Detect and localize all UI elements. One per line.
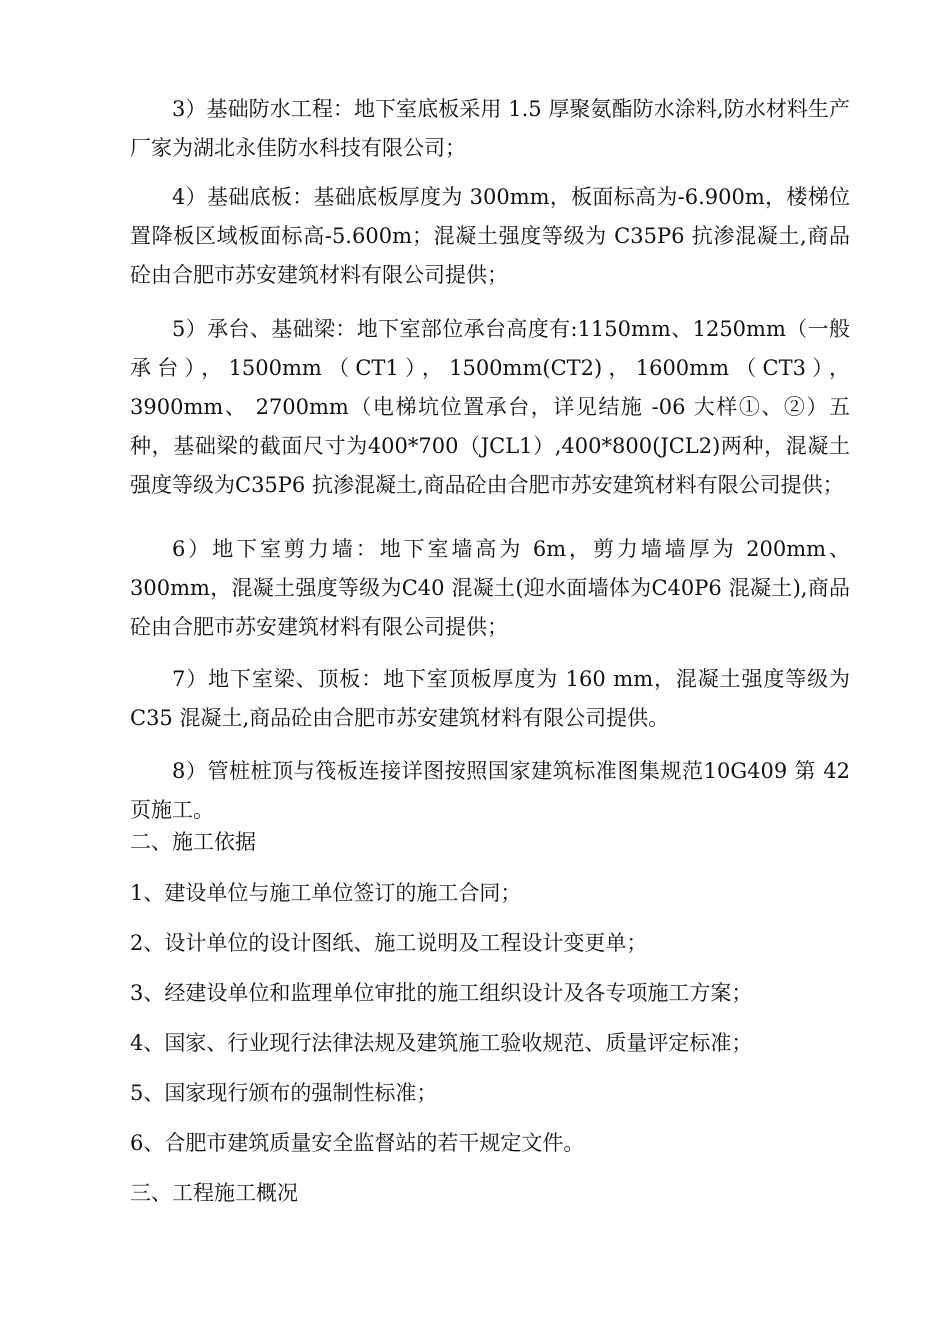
section-heading-construction-overview: 三、工程施工概况 [130, 1181, 298, 1205]
list-item: 2、设计单位的设计图纸、施工说明及工程设计变更单； [130, 931, 648, 955]
paragraph-foundation-slab: 4）基础底板：基础底板厚度为 300mm，板面标高为-6.900m，楼梯位置降板区域板面标高-5.600m；混凝土强度等级为 C35P6 抗渗混凝土,商品砼由合肥市苏安建筑材料有限公司提供； [130, 185, 850, 287]
list-item: 5、国家现行颁布的强制性标准； [130, 1081, 438, 1105]
paragraph-shear-wall: 6）地下室剪力墙：地下室墙高为 6m，剪力墙墙厚为 200mm、300mm，混凝土强度等级为C40 混凝土(迎水面墙体为C40P6 混凝土),商品砼由合肥市苏安建筑材料有限公司提供； [130, 537, 850, 639]
list-item: 4、国家、行业现行法律法规及建筑施工验收规范、质量评定标准； [130, 1031, 753, 1055]
paragraph-pile-connection: 8）管桩桩顶与筏板连接详图按照国家建筑标准图集规范10G409 第 42 页施工。 [130, 759, 850, 822]
section-heading-construction-basis: 二、施工依据 [130, 830, 256, 854]
list-item: 3、经建设单位和监理单位审批的施工组织设计及各专项施工方案； [130, 981, 753, 1005]
list-item: 1、建设单位与施工单位签订的施工合同； [130, 881, 522, 905]
paragraph-foundation-waterproofing: 3）基础防水工程：地下室底板采用 1.5 厚聚氨酯防水涂料,防水材料生产厂家为湖北永佳防水科技有限公司； [130, 97, 850, 160]
paragraph-beam-roof-slab: 7）地下室梁、顶板：地下室顶板厚度为 160 mm，混凝土强度等级为C35 混凝土,商品砼由合肥市苏安建筑材料有限公司提供。 [130, 667, 850, 730]
paragraph-pile-cap-beam: 5）承台、基础梁：地下室部位承台高度有:1150mm、1250mm（一般承台），1500mm（CT1），1500mm(CT2)，1600mm（CT3），3900mm、 2700mm（电梯坑位置承台，详见结施 -06 大样①、②）五种，基础梁的截面尺寸为400*700（JCL1）,400*800(JCL2)两种，混凝土强度等级为C35P6 抗渗混凝土,商品砼由合肥市苏安建筑材料有限公司提供； [130, 317, 850, 497]
list-item: 6、合肥市建筑质量安全监督站的若干规定文件。 [130, 1131, 585, 1155]
